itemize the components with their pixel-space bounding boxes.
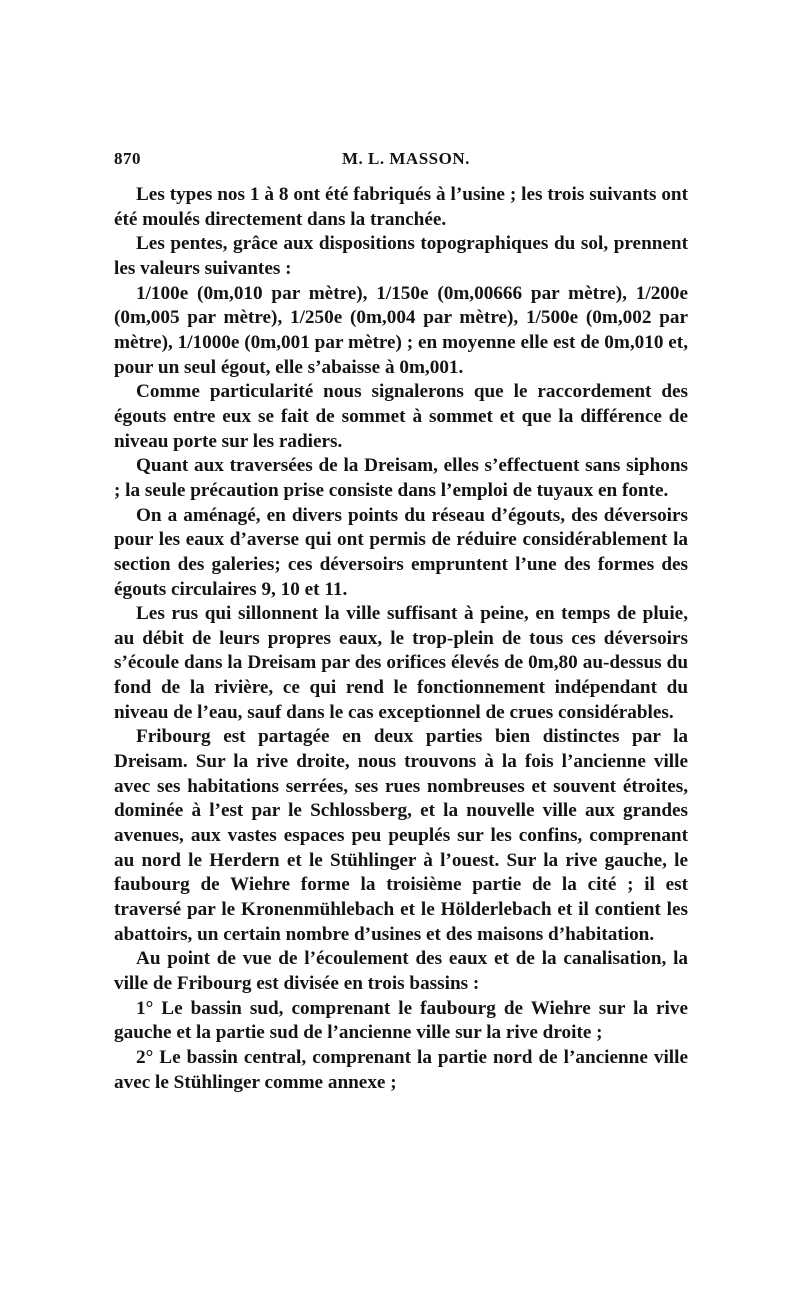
- page-number: 870: [114, 149, 141, 168]
- running-head: [114, 149, 688, 175]
- list-item-central-basin: 2° Le bassin central, comprenant la partie nord de l’ancienne ville avec le Stühlinger comme annexe ;: [114, 1046, 688, 1093]
- paragraph-sewer-connection: Comme particularité nous signalerons que le raccordement des égouts entre eux se fait de sommet à sommet et que la différence de niveau porte sur les radiers.: [114, 381, 688, 452]
- paragraph-overflows: On a aménagé, en divers points du réseau d’égouts, des déversoirs pour les eaux d’averse qui ont permis de réduire considérablement la section des galeries; ces déversoirs empruntent l’une des formes des égouts circulaires 9, 10 et 11.: [114, 504, 688, 600]
- paragraph-basins-intro: Au point de vue de l’écoulement des eaux et de la canalisation, la ville de Fribourg est divisée en trois bassins :: [114, 948, 688, 994]
- paragraph-dreisam-crossings: Quant aux traversées de la Dreisam, elles s’effectuent sans siphons ; la seule précaution prise consiste dans l’emploi de tuyaux en fonte.: [114, 455, 688, 501]
- paragraph-slope-values: 1/100e (0m,010 par mètre), 1/150e (0m,00666 par mètre), 1/200e (0m,005 par mètre), 1/250e (0m,004 par mètre), 1/500e (0m,002 par mètre), 1/1000e (0m,001 par mètre) ; en moyenne elle est de 0m,010 et, pour un seul égout, elle s’abaisse à 0m,001.: [114, 282, 688, 378]
- paragraph-streams: Les rus qui sillonnent la ville suffisant à peine, en temps de pluie, au débit de leurs propres eaux, le trop-plein de tous ces déversoirs s’écoule dans la Dreisam par des orifices élevés de 0m,80 au-dessus du fond de la rivière, ce qui rend le fonctionnement indépendant du niveau de l’eau, sauf dans le cas exceptionnel de crues considérables.: [114, 603, 688, 723]
- paragraph-fribourg-districts: Fribourg est partagée en deux parties bien distinctes par la Dreisam. Sur la rive droite, nous trouvons à la fois l’ancienne ville avec ses habitations serrées, ses rues nombreuses et souvent étroites, dominée à l’est par le Schlossberg, et la nouvelle ville aux grandes avenues, aux vastes espaces peu peuplés sur les confins, comprenant au nord le Herdern et le Stühlinger à l’ouest. Sur la rive gauche, le faubourg de Wiehre forme la troisième partie de la cité ; il est traversé par le Kronenmühlebach et le Hölderlebach et il contient les abattoirs, un certain nombre d’usines et des maisons d’habitation.: [114, 726, 688, 945]
- body-text: [114, 183, 688, 1095]
- list-item-south-basin: 1° Le bassin sud, comprenant le faubourg de Wiehre sur la rive gauche et la partie sud de l’ancienne ville sur la rive droite ;: [114, 997, 688, 1044]
- paragraph-slopes-intro: Les pentes, grâce aux dispositions topographiques du sol, prennent les valeurs suivantes :: [114, 233, 688, 279]
- running-head-author: M. L. MASSON.: [342, 149, 470, 168]
- paragraph-pipe-types: Les types nos 1 à 8 ont été fabriqués à l’usine ; les trois suivants ont été moulés directement dans la tranchée.: [114, 184, 688, 230]
